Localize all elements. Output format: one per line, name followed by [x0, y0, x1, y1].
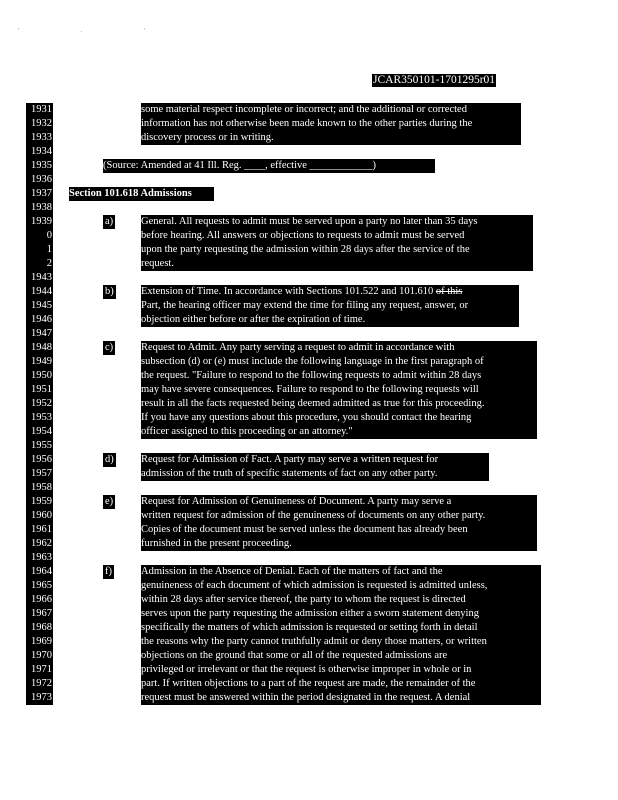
- line-number: 2: [26, 257, 53, 271]
- subsection-f-label: f): [105, 566, 112, 577]
- continued-paragraph: some material respect incomplete or incorrect; and the additional or corrected information has not otherwise been made known to the other parties during the discovery process or in writing.: [141, 103, 521, 145]
- line-number: 1966: [26, 593, 53, 607]
- line-number: 1955: [26, 439, 53, 453]
- line-number: 1946: [26, 313, 53, 327]
- line-number: 1935: [26, 159, 53, 173]
- line-number: 1971: [26, 663, 53, 677]
- line-number: 1943: [26, 271, 53, 285]
- line-number: 1956: [26, 453, 53, 467]
- line-number: 1947: [26, 327, 53, 341]
- line-number: 1932: [26, 117, 53, 131]
- subsection-e-label: e): [105, 496, 114, 507]
- line-number: 1963: [26, 551, 53, 565]
- scan-specks: ' . ': [18, 28, 175, 34]
- line-number: 1938: [26, 201, 53, 215]
- line-number: 1961: [26, 523, 53, 537]
- subsection-a-label: a): [105, 216, 114, 227]
- line-number: 1931: [26, 103, 53, 117]
- line-number: 1965: [26, 579, 53, 593]
- line-number: 1949: [26, 355, 53, 369]
- line-number: 1939: [26, 215, 53, 229]
- line-number: 1969: [26, 635, 53, 649]
- line-number: 1970: [26, 649, 53, 663]
- line-number: 1972: [26, 677, 53, 691]
- line-number: 1936: [26, 173, 53, 187]
- subsection-a-text: General. All requests to admit must be served upon a party no later than 35 days before hearing. All answers or objections to requests to admit must be served upon the party requesting the admission within 28 days after the service of the request.: [141, 215, 533, 271]
- document-header-id: JCAR350101-1701295r01: [373, 74, 496, 86]
- subsection-f-text: Admission in the Absence of Denial. Each of the matters of fact and the genuineness of each document of which admission is requested is admitted unless, within 28 days after service thereof, the party to whom the request is directed serves upon the party requesting the admission either a sworn statement denying specifically the matters of which admission is requested or setting forth in detail the reasons why the party cannot truthfully admit or deny those matters, or written objections on the ground that some or all of the requested admissions are privileged or irrelevant or that the request is otherwise improper in whole or in part. If written objections to a part of the request are made, the remainder of the request must be answered within the period designated in the request. A denial: [141, 565, 541, 705]
- line-number: 1937: [26, 187, 53, 201]
- subsection-b-text: Extension of Time. In accordance with Sections 101.522 and 101.610 of this Part, the hearing officer may extend the time for filing any request, answer, or objection either before or after the expiration of time.: [141, 285, 519, 327]
- line-number: 1: [26, 243, 53, 257]
- subsection-c-text: Request to Admit. Any party serving a request to admit in accordance with subsection (d) or (e) must include the following language in the first paragraph of the request. "Failure to respond to the following requests to admit within 28 days may have severe consequences. Failure to respond to the following requests will result in all the facts requested being deemed admitted as true for this proceeding. If you have any questions about this procedure, you should contact the hearing officer assigned to this proceeding or an attorney.": [141, 341, 537, 439]
- line-number: 1960: [26, 509, 53, 523]
- line-number: 1957: [26, 467, 53, 481]
- line-number: 1967: [26, 607, 53, 621]
- line-number: 1933: [26, 131, 53, 145]
- line-number: 1948: [26, 341, 53, 355]
- line-number: 0: [26, 229, 53, 243]
- subsection-d-label: d): [105, 454, 114, 465]
- line-number: 1954: [26, 425, 53, 439]
- line-number: 1951: [26, 383, 53, 397]
- line-number: 1944: [26, 285, 53, 299]
- line-number: 1934: [26, 145, 53, 159]
- line-number: 1962: [26, 537, 53, 551]
- subsection-e-text: Request for Admission of Genuineness of Document. A party may serve a written request for admission of the genuineness of documents on any other party. Copies of the document must be served unless the document has already been furnished in the present proceeding.: [141, 495, 537, 551]
- line-number: 1945: [26, 299, 53, 313]
- line-number: 1964: [26, 565, 53, 579]
- subsection-b-label: b): [105, 286, 114, 297]
- line-number: 1968: [26, 621, 53, 635]
- line-number: 1953: [26, 411, 53, 425]
- line-number: 1958: [26, 481, 53, 495]
- section-heading: Section 101.618 Admissions: [69, 187, 214, 201]
- line-number: 1959: [26, 495, 53, 509]
- line-number: 1950: [26, 369, 53, 383]
- subsection-d-text: Request for Admission of Fact. A party may serve a written request for admission of the truth of specific statements of fact on any other party.: [141, 453, 489, 481]
- line-number: 1973: [26, 691, 53, 705]
- source-note: (Source: Amended at 41 Ill. Reg. ____, effective ____________): [103, 159, 435, 173]
- line-number: 1952: [26, 397, 53, 411]
- subsection-c-label: c): [105, 342, 114, 353]
